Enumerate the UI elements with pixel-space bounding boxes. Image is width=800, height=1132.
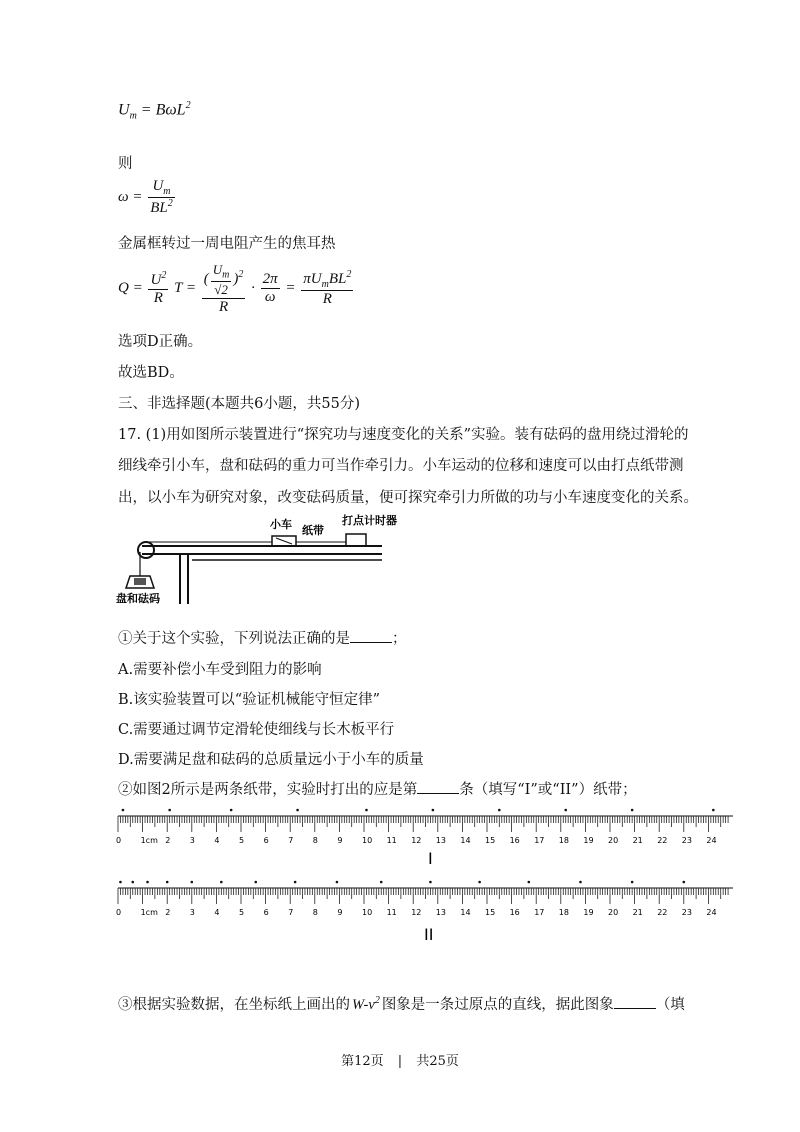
- tape-dot: [191, 881, 194, 884]
- ruler-number: 1cm: [140, 908, 158, 917]
- text-option-d-correct: 选项D正确。: [118, 334, 203, 350]
- option-a: A.需要补偿小车受到阻力的影响: [118, 662, 322, 678]
- ruler-number: 15: [485, 836, 496, 845]
- ruler-number: 17: [534, 908, 545, 917]
- ruler-number: 15: [485, 908, 496, 917]
- ruler-number: 2: [165, 836, 171, 845]
- ruler-number: 4: [214, 908, 220, 917]
- ruler-number: 22: [657, 908, 668, 917]
- tape-dot: [166, 881, 169, 884]
- q2-prompt: ②如图2所示是两条纸带，实验时打出的应是第 条（填写“I”或“II”）纸带；: [118, 782, 637, 798]
- ruler-number: 10: [362, 836, 373, 845]
- answer-blank-2[interactable]: [417, 781, 459, 794]
- ruler-number: 11: [386, 908, 397, 917]
- tape-dot: [336, 881, 339, 884]
- ruler-number: 12: [411, 836, 422, 845]
- ruler-number: 20: [608, 908, 619, 917]
- label-pan: 盘和砝码: [116, 592, 160, 605]
- ruler-number: 11: [386, 836, 397, 845]
- label-timer: 打点计时器: [342, 514, 397, 527]
- ruler-number: 3: [189, 908, 195, 917]
- footer-separator: |: [397, 1054, 403, 1069]
- tape-ruler-1: [112, 804, 742, 866]
- formula-um: $U_m = B\omega L^2$: [118, 100, 191, 122]
- ruler-number: 6: [263, 908, 269, 917]
- tape-dot: [119, 881, 122, 884]
- footer-total: 共25页: [416, 1054, 459, 1069]
- ruler-number: 0: [116, 908, 122, 917]
- formula-omega: ω = $\frac{U_m}{BL^2}$: [118, 178, 173, 216]
- ruler-number: 9: [337, 908, 343, 917]
- answer-blank-1[interactable]: [350, 630, 392, 643]
- formula-q: Q = $\frac{U^2}{R}$ T = ( $\frac{U_m}{√2}$ )$^2$ R · $\frac{2\pi}{\omega}$ = $\frac{\pi U_mBL^2}{R}$: [118, 262, 352, 315]
- tape-dot: [296, 809, 299, 812]
- ruler-number: 24: [706, 908, 717, 917]
- ruler-number: 12: [411, 908, 422, 917]
- tape-dot: [230, 809, 233, 812]
- label-car: 小车: [270, 518, 292, 531]
- option-c: C.需要通过调节定滑轮使细线与长木板平行: [118, 722, 395, 738]
- ruler-number: 5: [239, 836, 245, 845]
- ruler-label-2: II: [424, 925, 434, 944]
- tape-dot: [168, 809, 171, 812]
- text-then: 则: [118, 156, 133, 172]
- option-b: B.该实验装置可以“验证机械能守恒定律”: [118, 692, 381, 708]
- page-footer: [0, 1050, 800, 1069]
- ruler-number: 10: [362, 908, 373, 917]
- tape-dot: [631, 881, 634, 884]
- ruler-number: 7: [288, 908, 294, 917]
- tape-ruler-2: [112, 874, 742, 944]
- tape-dot: [146, 881, 149, 884]
- tape-dot: [294, 881, 297, 884]
- option-d: D.需要满足盘和砝码的总质量远小于小车的质量: [118, 752, 424, 768]
- answer-blank-3[interactable]: [614, 996, 656, 1009]
- ruler-number: 2: [165, 908, 171, 917]
- tape-dot: [122, 809, 125, 812]
- ruler-number: 5: [239, 908, 245, 917]
- ruler-number: 21: [632, 908, 643, 917]
- ruler-number: 8: [312, 836, 318, 845]
- tape-dot: [564, 809, 567, 812]
- q1-prompt: ①关于这个实验，下列说法正确的是 ；: [118, 631, 407, 647]
- text-choose-bd: 故选BD。: [118, 365, 184, 381]
- ruler-number: 21: [632, 836, 643, 845]
- ruler-number: 13: [435, 836, 446, 845]
- q3-prompt: ③根据实验数据，在坐标纸上画出的 $W-v^2$ 图象是一条过原点的直线，据此图象 （填: [118, 995, 685, 1013]
- tape-dot: [131, 881, 134, 884]
- ruler-label-1: I: [428, 849, 433, 866]
- ruler-number: 0: [116, 836, 122, 845]
- ruler-number: 13: [435, 908, 446, 917]
- tape-dot: [683, 881, 686, 884]
- ruler-number: 19: [583, 908, 594, 917]
- ruler-number: 9: [337, 836, 343, 845]
- tape-dot: [432, 809, 435, 812]
- tape-dot: [712, 809, 715, 812]
- tape-dot: [579, 881, 582, 884]
- ruler-number: 24: [706, 836, 717, 845]
- ruler-number: 22: [657, 836, 668, 845]
- ruler-number: 23: [681, 908, 692, 917]
- footer-page: 第12页: [341, 1054, 384, 1069]
- tape-dot: [429, 881, 432, 884]
- ruler-number: 23: [681, 836, 692, 845]
- ruler-number: 8: [312, 908, 318, 917]
- ruler-number: 16: [509, 908, 520, 917]
- tape-dot: [631, 809, 634, 812]
- section-title: 三、非选择题(本题共6小题，共55分): [118, 396, 360, 412]
- tape-dot: [254, 881, 257, 884]
- ruler-number: 7: [288, 836, 294, 845]
- tape-dot: [478, 881, 481, 884]
- text-joule-heat: 金属框转过一周电阻产生的焦耳热: [118, 236, 336, 252]
- ruler-number: 14: [460, 908, 471, 917]
- tape-dot: [220, 881, 223, 884]
- q17-line-3: 出，以小车为研究对象，改变砝码质量，便可探究牵引力所做的功与小车速度变化的关系。: [118, 490, 698, 506]
- ruler-number: 18: [558, 836, 569, 845]
- tape-dot: [528, 881, 531, 884]
- ruler-number: 17: [534, 836, 545, 845]
- q17-line-2: 细线牵引小车，盘和砝码的重力可当作牵引力。小车运动的位移和速度可以由打点纸带测: [118, 458, 684, 474]
- ruler-number: 19: [583, 836, 594, 845]
- ruler-number: 1cm: [140, 836, 158, 845]
- ruler-number: 16: [509, 836, 520, 845]
- tape-dot: [380, 881, 383, 884]
- label-tape: 纸带: [302, 524, 324, 537]
- tape-dot: [498, 809, 501, 812]
- ruler-number: 14: [460, 836, 471, 845]
- ruler-number: 20: [608, 836, 619, 845]
- ruler-number: 18: [558, 908, 569, 917]
- q17-line-1: 17. (1)用如图所示装置进行“探究功与速度变化的关系”实验。装有砝码的盘用绕过滑轮的: [118, 427, 689, 443]
- ruler-number: 3: [189, 836, 195, 845]
- ruler-number: 4: [214, 836, 220, 845]
- tape-dot: [365, 809, 368, 812]
- apparatus-figure: [112, 512, 412, 608]
- ruler-number: 6: [263, 836, 269, 845]
